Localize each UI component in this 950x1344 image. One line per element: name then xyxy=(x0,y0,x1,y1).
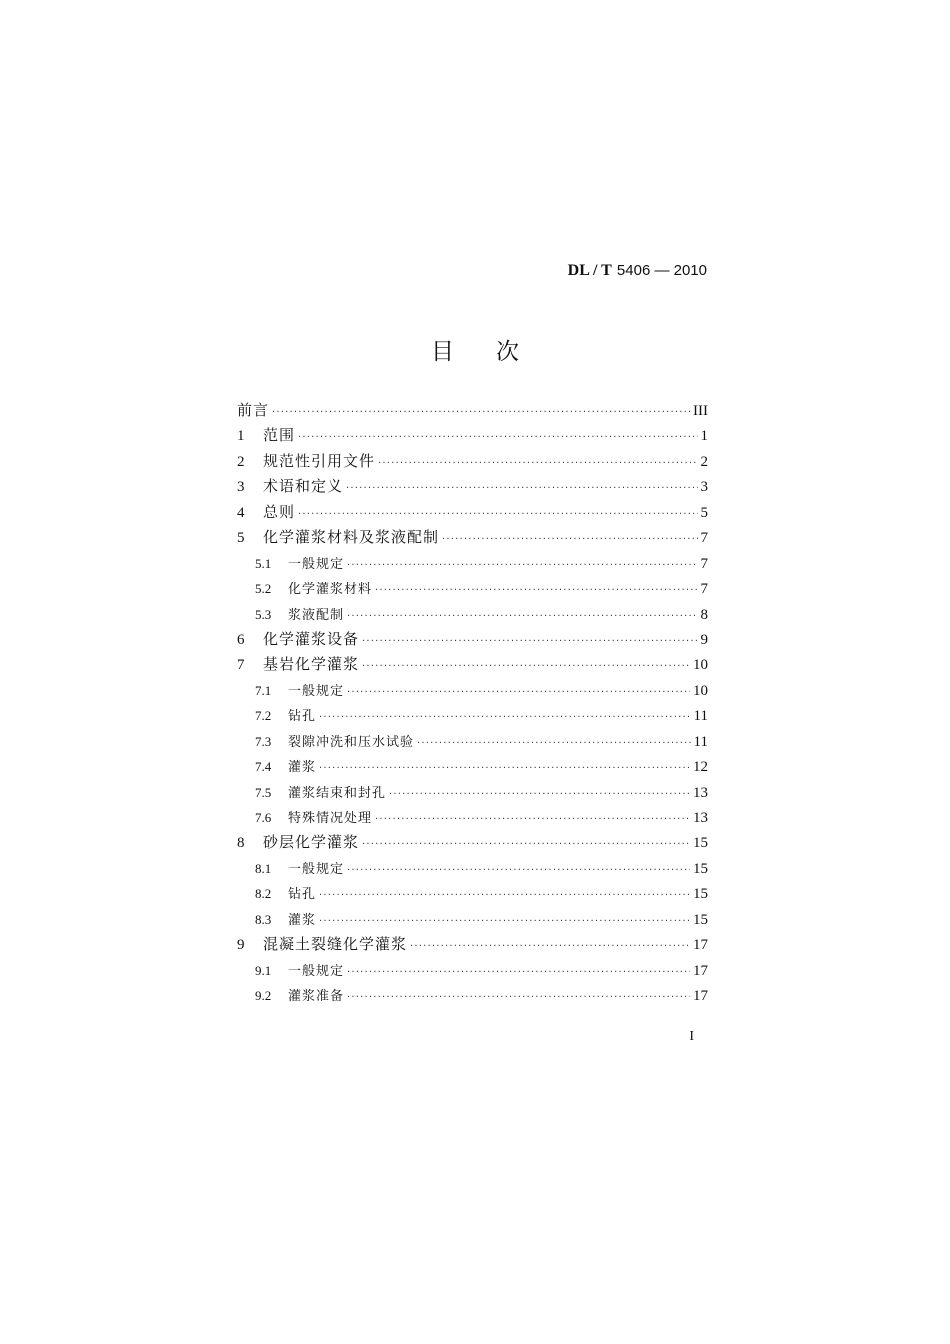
toc-leader-dots xyxy=(375,807,690,832)
toc-title: 目次 xyxy=(431,339,561,365)
toc-leader-dots xyxy=(346,476,697,501)
toc-leader-dots xyxy=(375,578,697,603)
toc-entry-number: 8.2 xyxy=(255,886,272,902)
toc-entry[interactable] xyxy=(237,500,708,525)
toc-entry-label: 混凝土裂缝化学灌浆 xyxy=(263,935,408,954)
toc-entry[interactable] xyxy=(237,729,708,754)
toc-leader-dots xyxy=(410,934,690,959)
toc-entry-page: 12 xyxy=(693,759,708,776)
toc-entry-page: 2 xyxy=(700,453,708,470)
toc-entry-number: 7.1 xyxy=(255,682,272,698)
toc-entry-number: 3 xyxy=(237,479,245,496)
toc-entry-page: III xyxy=(693,403,708,419)
toc-leader-dots xyxy=(319,756,690,781)
toc-leader-dots xyxy=(298,502,697,527)
toc-entry-number: 5 xyxy=(237,530,245,547)
toc-entry-label: 总则 xyxy=(263,502,296,521)
standard-year: 5406 — 2010 xyxy=(616,262,707,279)
toc-leader-dots xyxy=(347,680,690,705)
toc-entry-number: 5.1 xyxy=(255,555,272,571)
standard-code: DL / T xyxy=(567,262,612,279)
toc-entry-page: 7 xyxy=(700,581,708,598)
toc-entry[interactable] xyxy=(237,398,708,423)
toc-entry[interactable] xyxy=(237,551,708,576)
toc-entry-page: 1 xyxy=(700,428,708,445)
toc-leader-dots xyxy=(347,858,690,883)
toc-leader-dots xyxy=(417,731,691,756)
toc-entry-label: 术语和定义 xyxy=(263,477,344,496)
toc-entry-page: 15 xyxy=(693,835,708,852)
toc-entry-label: 一般规定 xyxy=(288,861,345,877)
toc-entry-page: 10 xyxy=(693,682,708,699)
toc-entry[interactable] xyxy=(237,525,708,550)
toc-entry[interactable] xyxy=(237,652,708,677)
toc-leader-dots xyxy=(298,425,697,450)
toc-entry-page: 11 xyxy=(693,708,708,725)
toc-entry-label: 化学灌浆材料 xyxy=(288,582,373,598)
toc-entry-page: 5 xyxy=(700,504,708,521)
toc-entry-page: 17 xyxy=(693,988,708,1005)
toc-entry-page: 13 xyxy=(693,810,708,826)
toc-entry[interactable] xyxy=(237,449,708,474)
toc-entry[interactable] xyxy=(237,830,708,855)
toc-entry-label: 浆液配制 xyxy=(288,607,345,623)
toc-entry-label: 前言 xyxy=(237,401,270,419)
toc-entry-number: 2 xyxy=(237,453,245,470)
toc-entry-number: 4 xyxy=(237,504,245,521)
toc-entry-page: 9 xyxy=(700,631,708,648)
toc-entry-label: 钻孔 xyxy=(288,709,317,725)
toc-leader-dots xyxy=(347,960,690,985)
toc-entry-label: 一般规定 xyxy=(288,963,345,979)
toc-entry-number: 9.1 xyxy=(255,962,272,978)
toc-entry[interactable] xyxy=(237,627,708,652)
toc-entry-page: 7 xyxy=(700,530,708,547)
toc-leader-dots xyxy=(319,705,691,730)
toc-entry-page: 7 xyxy=(700,555,708,572)
toc-entry-label: 基岩化学灌浆 xyxy=(263,655,360,674)
toc-entry-label: 钻孔 xyxy=(288,887,317,903)
toc-entry-number: 8.3 xyxy=(255,911,272,927)
toc-entry[interactable] xyxy=(237,780,708,805)
toc-leader-dots xyxy=(389,782,690,807)
toc-leader-dots xyxy=(319,909,690,934)
toc-entry-label: 灌浆准备 xyxy=(288,989,345,1005)
toc-entry[interactable] xyxy=(237,602,708,627)
toc-leader-dots xyxy=(362,654,690,679)
toc-entry-label: 范围 xyxy=(263,426,296,445)
toc-entry[interactable] xyxy=(237,805,708,830)
table-of-contents xyxy=(237,398,708,1009)
toc-entry-number: 7 xyxy=(237,657,245,674)
toc-leader-dots xyxy=(319,883,690,908)
toc-entry-page: 15 xyxy=(693,911,708,928)
toc-leader-dots xyxy=(362,629,697,654)
toc-entry[interactable] xyxy=(237,754,708,779)
toc-entry-number: 9 xyxy=(237,937,245,954)
toc-entry-label: 裂隙冲洗和压水试验 xyxy=(288,734,415,750)
toc-entry-number: 7.6 xyxy=(255,810,272,825)
toc-entry-page: 17 xyxy=(693,937,708,954)
toc-entry-page: 10 xyxy=(693,657,708,674)
toc-entry-number: 6 xyxy=(237,631,245,648)
toc-entry[interactable] xyxy=(237,907,708,932)
toc-entry[interactable] xyxy=(237,423,708,448)
toc-entry-label: 灌浆 xyxy=(288,912,317,928)
toc-entry-number: 5.2 xyxy=(255,581,272,597)
toc-entry-number: 7.2 xyxy=(255,708,272,724)
toc-entry[interactable] xyxy=(237,856,708,881)
toc-leader-dots xyxy=(442,527,697,552)
toc-entry[interactable] xyxy=(237,703,708,728)
toc-entry[interactable] xyxy=(237,881,708,906)
toc-entry-page: 15 xyxy=(693,860,708,877)
toc-entry[interactable] xyxy=(237,678,708,703)
toc-entry[interactable] xyxy=(237,983,708,1008)
toc-entry-page: 13 xyxy=(693,784,708,801)
toc-leader-dots xyxy=(347,553,697,578)
toc-entry[interactable] xyxy=(237,474,708,499)
toc-entry-label: 一般规定 xyxy=(288,556,345,572)
page-number: I xyxy=(689,1029,694,1044)
toc-leader-dots xyxy=(378,451,697,476)
toc-leader-dots xyxy=(347,985,690,1010)
toc-entry[interactable] xyxy=(237,576,708,601)
toc-entry-number: 7.3 xyxy=(255,733,272,749)
toc-entry-label: 一般规定 xyxy=(288,683,345,699)
toc-entry-page: 17 xyxy=(693,962,708,979)
toc-leader-dots xyxy=(272,400,690,425)
toc-entry-label: 化学灌浆材料及浆液配制 xyxy=(263,528,440,547)
toc-entry-number: 8.1 xyxy=(255,860,272,876)
toc-entry-label: 灌浆结束和封孔 xyxy=(288,785,387,801)
toc-entry-number: 9.2 xyxy=(255,988,272,1004)
toc-entry-number: 5.3 xyxy=(255,606,272,622)
toc-entry-page: 8 xyxy=(700,606,708,623)
toc-entry-number: 7.5 xyxy=(255,784,272,800)
toc-entry-page: 15 xyxy=(693,886,708,903)
toc-entry-label: 砂层化学灌浆 xyxy=(263,833,360,852)
toc-leader-dots xyxy=(347,604,697,629)
toc-entry-label: 灌浆 xyxy=(288,760,317,776)
toc-entry-page: 11 xyxy=(693,733,708,750)
toc-entry-page: 3 xyxy=(700,479,708,496)
toc-entry-label: 特殊情况处理 xyxy=(288,811,373,826)
toc-entry-number: 1 xyxy=(237,428,245,445)
toc-entry-label: 规范性引用文件 xyxy=(263,451,376,470)
toc-entry-number: 7.4 xyxy=(255,759,272,775)
standard-number xyxy=(568,260,707,280)
toc-entry[interactable] xyxy=(237,932,708,957)
toc-entry-number: 8 xyxy=(237,835,245,852)
toc-entry-label: 化学灌浆设备 xyxy=(263,629,360,648)
toc-entry[interactable] xyxy=(237,958,708,983)
toc-leader-dots xyxy=(362,832,690,857)
